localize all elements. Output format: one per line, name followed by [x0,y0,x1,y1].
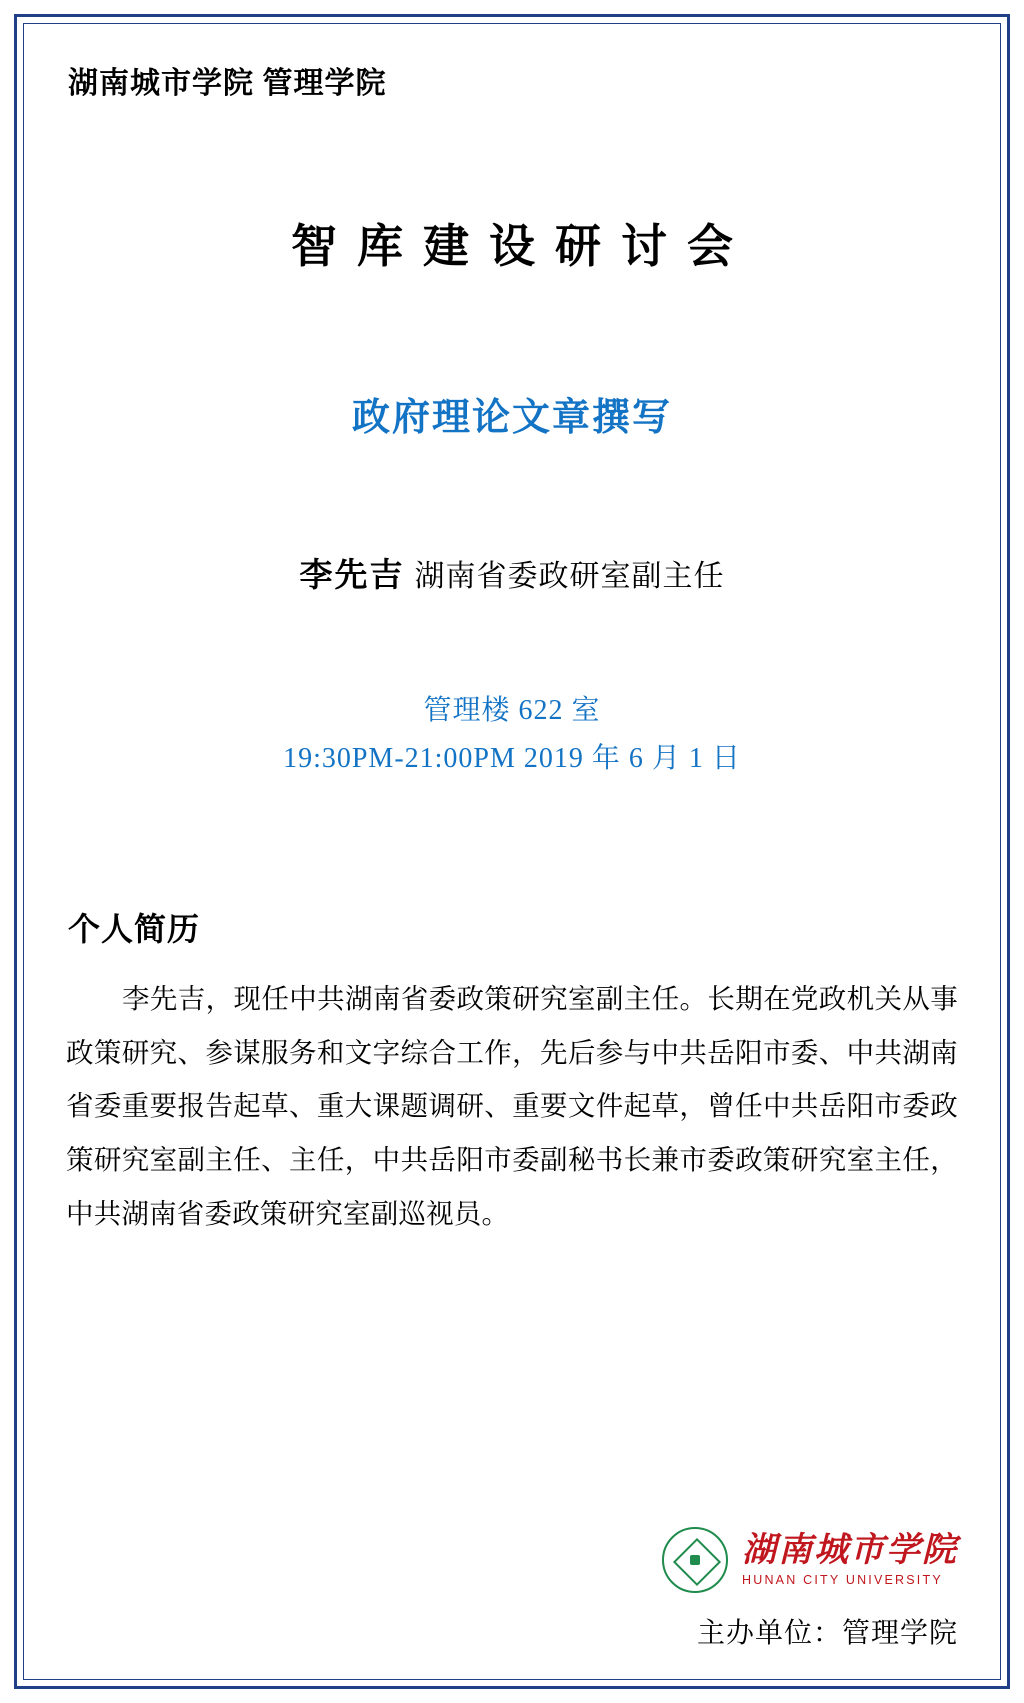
organization-line: 湖南城市学院 管理学院 [68,67,387,100]
university-name-en: HUNAN CITY UNIVERSITY [742,1572,943,1587]
bio-body: 李先吉，现任中共湖南省委政策研究室副主任。长期在党政机关从事政策研究、参谋服务和文字综合工作，先后参与中共岳阳市委、中共湖南省委重要报告起草、重大课题调研、重要文件起草，曾任中共岳阳市委政策研究室副主任、主任，中共岳阳市委副秘书长兼市委政策研究室主任，中共湖南省委政策研究室副巡视员。 [66,983,958,1229]
university-name-cn: 湖南城市学院 [742,1532,958,1570]
host-line: 主办单位：管理学院 [696,1618,958,1649]
event-title: 智库建设研讨会 [291,221,753,272]
poster-outer-border [14,14,1010,1689]
university-seal-icon [662,1527,728,1593]
poster-footer [498,1527,958,1651]
university-logo-text [742,1532,958,1587]
event-venue: 管理楼 622 室 [423,695,601,726]
speaker-name: 李先吉 [299,558,405,594]
university-logo [498,1527,958,1593]
poster-inner-border [23,23,1001,1680]
bio-heading: 个人简历 [68,911,201,947]
speaker-title: 湖南省委政研室副主任 [414,560,725,593]
speaker-line [66,549,958,596]
event-datetime: 19:30PM-21:00PM 2019 年 6 月 1 日 [283,743,741,774]
event-subject: 政府理论文章撰写 [351,397,672,439]
